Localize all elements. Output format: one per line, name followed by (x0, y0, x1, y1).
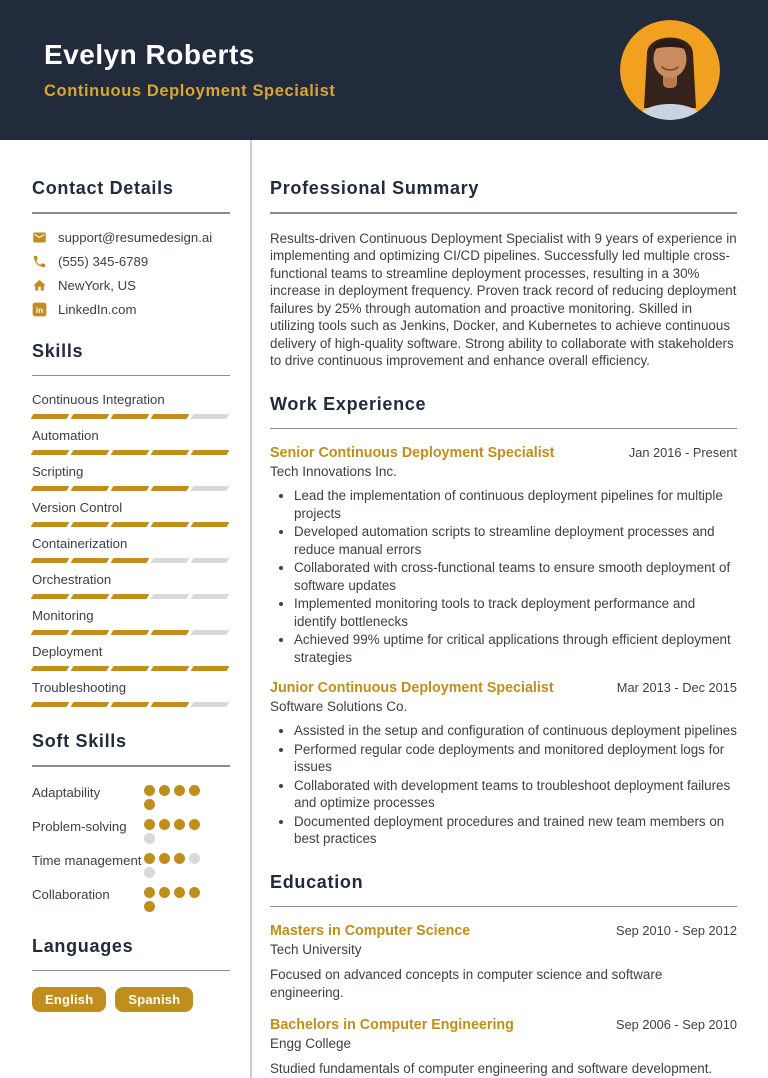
contact-item-text: LinkedIn.com (58, 301, 137, 317)
soft-skill-item (32, 851, 230, 878)
rating-dot (159, 853, 170, 864)
skill-bar-segment (111, 666, 150, 671)
skill-label: Deployment (32, 644, 103, 659)
skill-bar-segment (71, 414, 110, 419)
skill-item (32, 392, 230, 419)
soft-skills-section (32, 731, 230, 912)
job-bullet: • Collaborated with development teams to troubleshoot deployment failures and optimize processes (294, 777, 737, 812)
experience-heading: Work Experience (270, 393, 427, 414)
skill-bar-segment (151, 522, 190, 527)
education-header (270, 1017, 737, 1033)
skill-label: Scripting (32, 464, 84, 479)
section-divider (270, 906, 737, 908)
skill-bar-segment (31, 666, 70, 671)
rating-dot (144, 833, 155, 844)
skill-bar (32, 486, 230, 491)
skill-bar-segment (111, 702, 150, 707)
skill-bar-segment (151, 450, 190, 455)
job-title: Junior Continuous Deployment Specialist (270, 680, 554, 696)
job-bullet: • Implemented monitoring tools to track deployment performance and identify bottlenecks (294, 595, 737, 630)
skill-label: Orchestration (32, 572, 112, 587)
skill-bar (32, 414, 230, 419)
degree-title: Masters in Computer Science (270, 923, 471, 939)
education-list (270, 923, 737, 1078)
avatar-illustration (620, 20, 720, 120)
languages-heading: Languages (32, 935, 134, 956)
rating-dot (174, 853, 185, 864)
skill-bar-segment (111, 630, 150, 635)
job-bullet: • Performed regular code deployments and monitored deployment logs for issues (294, 741, 737, 776)
skill-bar-segment (191, 486, 230, 491)
section-divider (32, 970, 230, 972)
section-divider (270, 428, 737, 430)
header (0, 0, 768, 140)
education-entry (270, 923, 737, 1001)
rating-dot (144, 785, 155, 796)
education-description: Focused on advanced concepts in computer science and software engineering. (270, 967, 663, 1000)
soft-skill-item (32, 817, 230, 844)
job-bullets (270, 487, 737, 666)
skill-bar-segment (151, 594, 190, 599)
skill-bar-segment (31, 594, 70, 599)
rating-dot (159, 887, 170, 898)
contact-heading: Contact Details (32, 178, 174, 198)
skill-bar-segment (31, 558, 70, 563)
rating-dots (144, 783, 204, 810)
education-section (270, 872, 737, 1078)
skill-bar (32, 666, 230, 671)
skill-bar (32, 630, 230, 635)
rating-dot (189, 785, 200, 796)
rating-dot (174, 887, 185, 898)
job-title: Senior Continuous Deployment Specialist (270, 445, 555, 461)
job-bullet: • Achieved 99% uptime for critical applications through efficient deployment strategies (294, 631, 737, 666)
rating-dot (144, 853, 155, 864)
jobs-list (270, 445, 737, 848)
job-bullet: • Developed automation scripts to streamline deployment processes and reduce manual errors (294, 523, 737, 558)
contact-section (32, 178, 230, 317)
skill-bar-segment (31, 486, 70, 491)
rating-dot (144, 887, 155, 898)
skill-item (32, 536, 230, 563)
school-name: Tech University (270, 942, 362, 957)
skill-item (32, 572, 230, 599)
phone-icon (32, 254, 47, 269)
job-entry (270, 445, 737, 666)
rating-dots (144, 817, 204, 844)
summary-heading: Professional Summary (270, 178, 480, 198)
rating-dots (144, 851, 204, 878)
skill-bar-segment (151, 486, 190, 491)
job-header (270, 680, 737, 696)
rating-dot (159, 785, 170, 796)
skill-bar-segment (111, 594, 150, 599)
skill-bar-segment (151, 702, 190, 707)
skill-label: Automation (32, 428, 99, 443)
section-divider (32, 212, 230, 214)
skill-bar-segment (111, 522, 150, 527)
skills-list (32, 392, 230, 707)
profile-photo (620, 20, 720, 120)
section-divider (32, 375, 230, 377)
languages-section (32, 936, 230, 1013)
skill-bar-segment (71, 594, 110, 599)
experience-section (270, 394, 737, 848)
rating-dot (174, 819, 185, 830)
degree-title: Bachelors in Computer Engineering (270, 1017, 514, 1033)
skills-heading: Skills (32, 340, 84, 361)
skill-bar (32, 450, 230, 455)
summary-section (270, 178, 737, 370)
rating-dot (144, 799, 155, 810)
contact-item-text: (555) 345-6789 (58, 253, 149, 269)
rating-dot (189, 819, 200, 830)
skill-bar-segment (71, 702, 110, 707)
skill-bar-segment (191, 414, 230, 419)
section-divider (270, 212, 737, 214)
skill-bar-segment (191, 630, 230, 635)
skills-section (32, 341, 230, 708)
contact-item-text: NewYork, US (58, 277, 136, 293)
skill-bar-segment (111, 486, 150, 491)
skill-label: Troubleshooting (32, 680, 127, 695)
skill-bar-segment (111, 414, 150, 419)
skill-bar-segment (71, 522, 110, 527)
job-entry (270, 680, 737, 848)
person-job-title: Continuous Deployment Specialist (44, 82, 336, 100)
contact-item (32, 254, 230, 269)
skill-bar-segment (151, 666, 190, 671)
linkedin-icon (32, 302, 47, 317)
education-header (270, 923, 737, 939)
contact-item (32, 230, 230, 245)
skill-bar-segment (191, 450, 230, 455)
person-name: Evelyn Roberts (44, 39, 255, 70)
job-bullet: • Collaborated with cross-functional teams to ensure smooth deployment of software updates (294, 559, 737, 594)
skill-bar (32, 594, 230, 599)
rating-dot (189, 887, 200, 898)
soft-skill-item (32, 783, 230, 810)
skill-bar-segment (191, 522, 230, 527)
education-description: Studied fundamentals of computer engineering and software development. (270, 1061, 713, 1076)
rating-dot (144, 819, 155, 830)
skill-bar-segment (191, 558, 230, 563)
language-badge: English (32, 987, 106, 1012)
skill-bar-segment (31, 522, 70, 527)
soft-skill-label: Time management (32, 852, 142, 868)
header-text (44, 39, 335, 101)
svg-text:in: in (35, 305, 44, 315)
soft-skill-item (32, 885, 230, 912)
soft-skill-label: Adaptability (32, 784, 101, 800)
skill-item (32, 500, 230, 527)
soft-skills-list (32, 783, 230, 912)
email-icon (32, 230, 47, 245)
job-bullet: • Assisted in the setup and configuration of continuous deployment pipelines (294, 722, 737, 740)
skill-bar-segment (111, 450, 150, 455)
skill-item (32, 644, 230, 671)
rating-dot (144, 867, 155, 878)
home-icon (32, 278, 47, 293)
skill-bar-segment (151, 558, 190, 563)
skill-item (32, 428, 230, 455)
skill-bar-segment (31, 630, 70, 635)
skill-item (32, 464, 230, 491)
job-bullets (270, 722, 737, 848)
skill-bar-segment (111, 558, 150, 563)
job-dates: Jan 2016 - Present (628, 445, 737, 460)
summary-text: Results-driven Continuous Deployment Specialist with 9 years of experience in implementing and optimizing CI/CD pipelines. Successfully led multiple cross-functional teams to streamline deployment processes, resulting in a 30% increase in deployment frequency. Proven track record of reducing deployment failures by 25% through automation and proactive monitoring. Skilled in utilizing tools such as Jenkins, Docker, and Kubernetes to achieve continuous delivery of high-quality software. Strong ability to collaborate with stakeholders to drive continuous improvement and enhance overall efficiency. (270, 230, 737, 368)
languages-list (32, 987, 230, 1012)
job-header (270, 445, 737, 461)
skill-label: Continuous Integration (32, 392, 165, 407)
school-name: Engg College (270, 1036, 352, 1051)
content-columns (0, 140, 768, 1078)
skill-bar-segment (71, 558, 110, 563)
contact-item (32, 278, 230, 293)
education-dates: Sep 2006 - Sep 2010 (616, 1017, 737, 1032)
skill-bar-segment (31, 702, 70, 707)
job-company: Software Solutions Co. (270, 699, 408, 714)
job-dates: Mar 2013 - Dec 2015 (616, 680, 737, 695)
skill-bar-segment (71, 486, 110, 491)
job-bullet: • Documented deployment procedures and trained new team members on best practices (294, 813, 737, 848)
skill-item (32, 680, 230, 707)
rating-dot (189, 853, 200, 864)
education-dates: Sep 2010 - Sep 2012 (616, 923, 737, 938)
skill-label: Monitoring (32, 608, 94, 623)
skill-bar-segment (151, 630, 190, 635)
job-company: Tech Innovations Inc. (270, 464, 397, 479)
skill-bar (32, 702, 230, 707)
skill-bar-segment (71, 630, 110, 635)
skill-bar (32, 558, 230, 563)
job-bullet: • Lead the implementation of continuous deployment pipelines for multiple projects (294, 487, 737, 522)
language-badge: Spanish (115, 987, 193, 1012)
skill-bar-segment (151, 414, 190, 419)
skill-label: Version Control (32, 500, 123, 515)
contact-item (32, 302, 230, 317)
skill-bar-segment (71, 666, 110, 671)
education-heading: Education (270, 871, 364, 892)
sidebar (0, 140, 252, 1078)
section-divider (32, 765, 230, 767)
rating-dot (174, 785, 185, 796)
skill-bar-segment (31, 450, 70, 455)
rating-dot (159, 819, 170, 830)
skill-label: Containerization (32, 536, 128, 551)
rating-dot (144, 901, 155, 912)
contact-list (32, 230, 230, 317)
contact-item-text: support@resumedesign.ai (58, 229, 213, 245)
skill-item (32, 608, 230, 635)
soft-skill-label: Collaboration (32, 886, 110, 902)
skill-bar-segment (71, 450, 110, 455)
skill-bar-segment (31, 414, 70, 419)
soft-skill-label: Problem-solving (32, 818, 127, 834)
main-column (252, 140, 768, 1078)
skill-bar-segment (191, 702, 230, 707)
skill-bar-segment (191, 666, 230, 671)
rating-dots (144, 885, 204, 912)
skill-bar-segment (191, 594, 230, 599)
skill-bar (32, 522, 230, 527)
soft-skills-heading: Soft Skills (32, 731, 127, 751)
education-entry (270, 1017, 737, 1078)
